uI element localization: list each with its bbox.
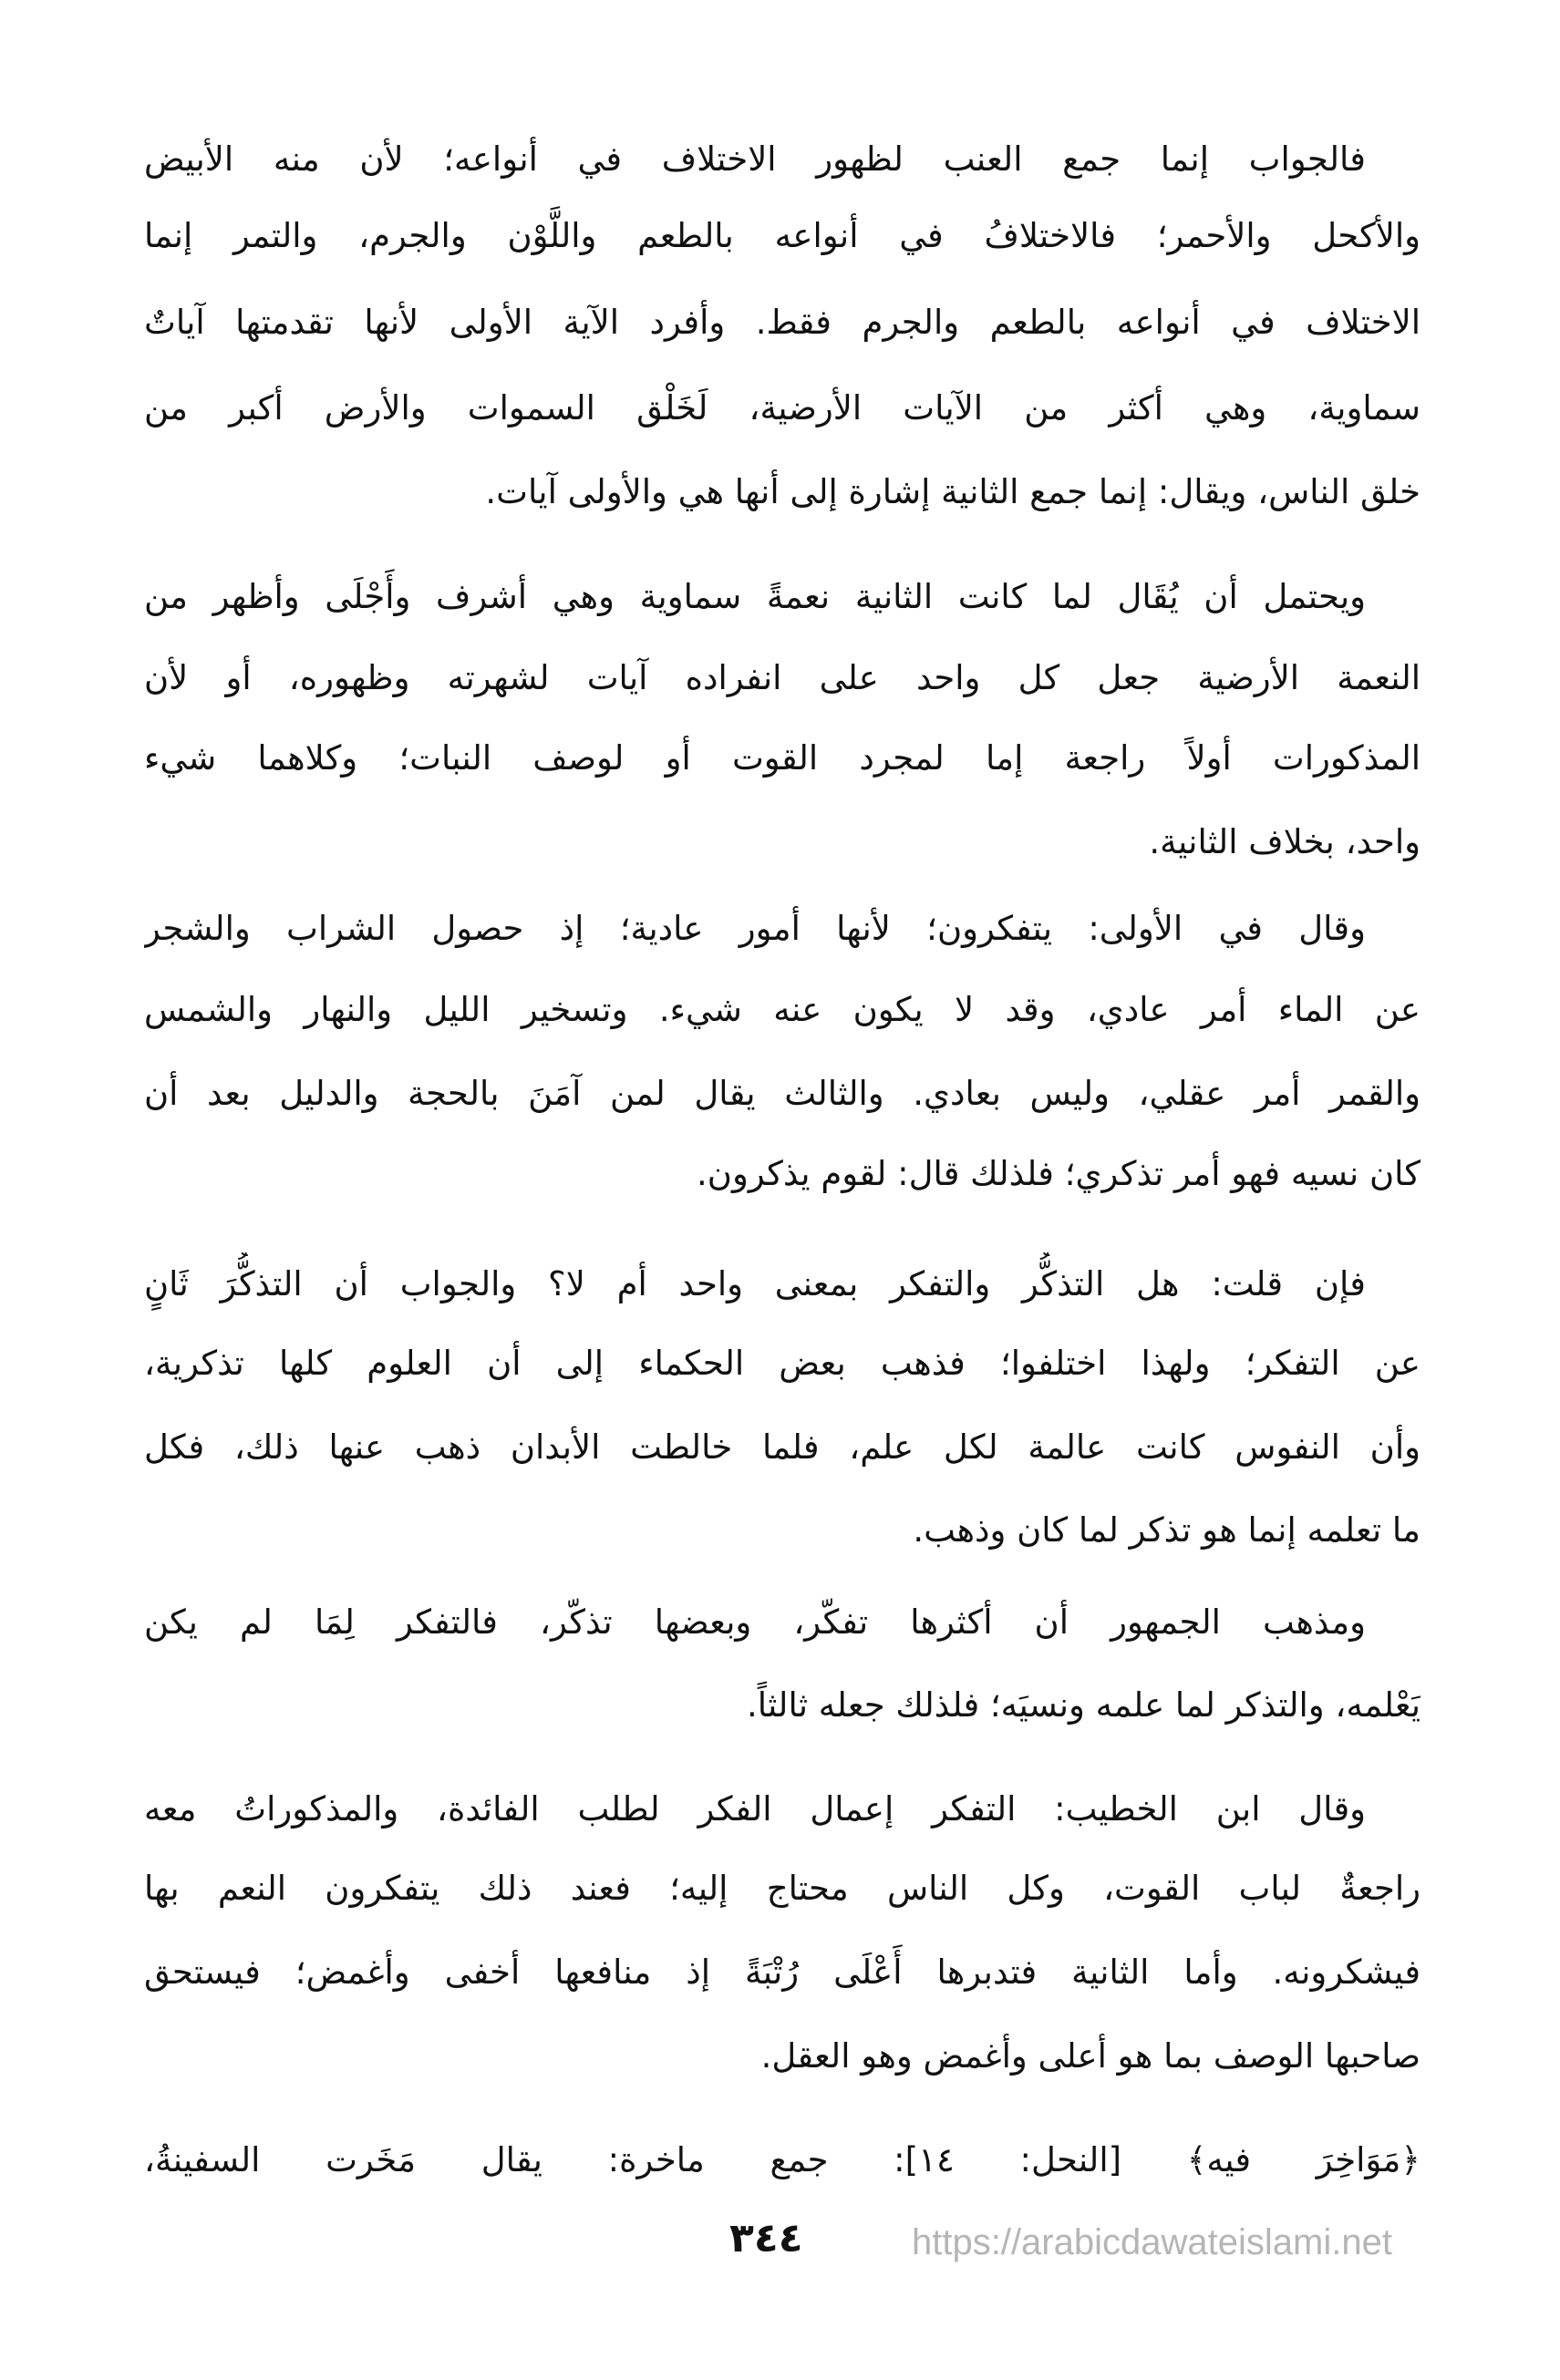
text-line: فيشكرونه. وأما الثانية فتدبرها أَعْلَى رُتْبَةً إذ منافعها أخفى وأغمض؛ فيستحق (144, 1952, 1421, 1992)
text-line: ﴿مَوَاخِرَ فيه﴾ [النحل: ١٤]: جمع ماخرة: يقال مَخَرت السفينةُ، (144, 2140, 1421, 2179)
text-line: صاحبها الوصف بما هو أعلى وأغمض وهو العقل. (760, 2036, 1421, 2076)
text-line: عن الماء أمر عادي، وقد لا يكون عنه شيء. وتسخير الليل والنهار والشمس (144, 990, 1421, 1029)
text-line: واحد، بخلاف الثانية. (1149, 822, 1421, 861)
text-line: والقمر أمر عقلي، وليس بعادي. والثالث يقال لمن آمَنَ بالحجة والدليل بعد أن (144, 1074, 1421, 1113)
text-line: المذكورات أولاً راجعة إما لمجرد القوت أو لوصف النبات؛ وكلاهما شيء (144, 738, 1421, 778)
text-line: والأكحل والأحمر؛ فالاختلافُ في أنواعه بالطعم واللَّوْن والجرم، والتمر إنما (144, 216, 1421, 255)
text-line: وقال ابن الخطيب: التفكر إعمال الفكر لطلب الفائدة، والمذكوراتُ معه (144, 1789, 1366, 1829)
watermark-url: https://arabicdawateislami.net (912, 2222, 1392, 2262)
text-line: خلق الناس، ويقال: إنما جمع الثانية إشارة إلى أنها هي والأولى آيات. (485, 472, 1421, 511)
text-line: فالجواب إنما جمع العنب لظهور الاختلاف في أنواعه؛ لأن منه الأبيض (144, 139, 1366, 179)
text-line: الاختلاف في أنواعه بالطعم والجرم فقط. وأفرد الآية الأولى لأنها تقدمتها آياتٌ (144, 303, 1421, 342)
page-number: ٣٤٤ (729, 2215, 803, 2262)
text-line: وقال في الأولى: يتفكرون؛ لأنها أمور عادية؛ إذ حصول الشراب والشجر (144, 909, 1366, 948)
text-line: يَعْلمه، والتذكر لما علمه ونسيَه؛ فلذلك جعله ثالثاً. (746, 1685, 1421, 1725)
text-line: النعمة الأرضية جعل كل واحد على انفراده آيات لشهرته وظهوره، أو لأن (144, 658, 1421, 697)
text-line: وأن النفوس كانت عالمة لكل علم، فلما خالطت الأبدان ذهب عنها ذلك، فكل (144, 1427, 1421, 1467)
text-line: ويحتمل أن يُقَال لما كانت الثانية نعمةً سماوية وهي أشرف وأَجْلَى وأظهر من (144, 577, 1366, 616)
text-line: راجعةٌ لباب القوت، وكل الناس محتاج إليه؛ فعند ذلك يتفكرون النعم بها (144, 1869, 1421, 1908)
text-line: كان نسيه فهو أمر تذكري؛ فلذلك قال: لقوم يذكرون. (697, 1154, 1421, 1193)
text-line: سماوية، وهي أكثر من الآيات الأرضية، لَخَلْق السموات والأرض أكبر من (144, 388, 1421, 428)
text-line: ما تعلمه إنما هو تذكر لما كان وذهب. (913, 1510, 1421, 1550)
text-line: ومذهب الجمهور أن أكثرها تفكّر، وبعضها تذكّر، فالتفكر لِمَا لم يكن (144, 1602, 1366, 1642)
text-line: عن التفكر؛ ولهذا اختلفوا؛ فذهب بعض الحكماء إلى أن العلوم كلها تذكرية، (144, 1344, 1421, 1383)
text-line: فإن قلت: هل التذكُّر والتفكر بمعنى واحد أم لا؟ والجواب أن التذكُّرَ ثَانٍ (144, 1264, 1366, 1303)
